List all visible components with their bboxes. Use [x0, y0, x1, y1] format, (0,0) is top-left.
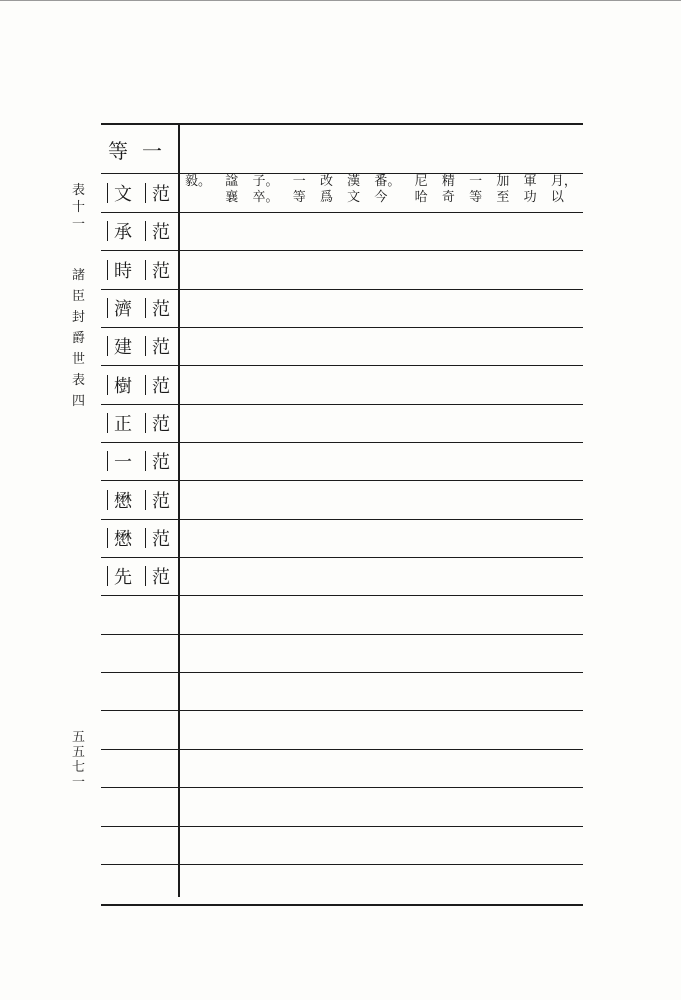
- given-name: 濟: [104, 295, 142, 321]
- note-column: 漢 文: [347, 174, 361, 205]
- given-name: 時: [104, 257, 142, 283]
- table-row: [104, 442, 180, 480]
- page-top-edge: [0, 0, 681, 1]
- margin-char: 表: [72, 373, 86, 388]
- row-rule: [101, 787, 583, 788]
- note-column: 尼 哈: [414, 174, 428, 205]
- note-column: 諡 襄: [225, 174, 239, 205]
- header-col-b: 一: [142, 138, 176, 163]
- table-row: [104, 481, 180, 519]
- page-number-char: 五: [72, 730, 86, 745]
- margin-char: 爵: [72, 331, 86, 346]
- margin-char: 十: [72, 200, 86, 215]
- table-row: [104, 251, 180, 289]
- note-column: 加 至: [496, 174, 510, 205]
- surname: 范: [142, 525, 180, 551]
- margin-char: 世: [72, 352, 86, 367]
- table-row: [104, 404, 180, 442]
- given-name: 先: [104, 563, 142, 589]
- row-rule: [101, 826, 583, 827]
- table-bottom-rule: [101, 904, 583, 906]
- table-row: [104, 366, 180, 404]
- given-name: 正: [104, 410, 142, 436]
- given-name: 懋: [104, 487, 142, 513]
- row-rule: [101, 864, 583, 865]
- table-row: [104, 557, 180, 595]
- row-rule: [101, 595, 583, 596]
- margin-char: 諸: [72, 268, 86, 283]
- margin-table-label: [72, 182, 85, 233]
- surname: 范: [142, 295, 180, 321]
- surname: 范: [142, 372, 180, 398]
- table-header: [104, 125, 180, 173]
- given-name: 懋: [104, 525, 142, 551]
- note-column: 軍 功: [523, 174, 537, 205]
- margin-char: 臣: [72, 289, 86, 304]
- table-row: [104, 519, 180, 557]
- surname: 范: [142, 448, 180, 474]
- note-column: 一 等: [292, 174, 306, 205]
- given-name: 一: [104, 448, 142, 474]
- margin-char: 表: [72, 183, 86, 198]
- note-column: 精 奇: [441, 174, 455, 205]
- margin-char: 四: [72, 394, 86, 409]
- surname: 范: [142, 218, 180, 244]
- note-column: 月， 以: [550, 174, 577, 205]
- given-name: 樹: [104, 372, 142, 398]
- page-number-char: 七: [72, 760, 86, 775]
- surname: 范: [142, 333, 180, 359]
- row-annotation: [181, 174, 581, 212]
- row-rule: [101, 634, 583, 635]
- margin-char: 封: [72, 310, 86, 325]
- note-column: 改 爲: [319, 174, 333, 205]
- surname: 范: [142, 487, 180, 513]
- surname: 范: [142, 410, 180, 436]
- note-column: 子。 卒。: [252, 174, 279, 205]
- note-column: 一 等: [469, 174, 483, 205]
- table-row: [104, 174, 180, 212]
- given-name: 承: [104, 218, 142, 244]
- header-col-a: 等: [108, 138, 142, 163]
- page-number-char: 一: [72, 775, 86, 790]
- page-number-char: 五: [72, 745, 86, 760]
- margin-table-title: [72, 265, 85, 412]
- row-rule: [101, 672, 583, 673]
- surname: 范: [142, 257, 180, 283]
- given-name: 文: [104, 180, 142, 206]
- given-name: 建: [104, 333, 142, 359]
- surname: 范: [142, 180, 180, 206]
- note-column: 毅。: [185, 174, 212, 189]
- table-row: [104, 289, 180, 327]
- note-column: 番。 今: [374, 174, 401, 205]
- margin-char: 一: [72, 217, 86, 232]
- row-rule: [101, 749, 583, 750]
- table-row: [104, 327, 180, 365]
- surname: 范: [142, 563, 180, 589]
- row-rule: [101, 710, 583, 711]
- table-row: [104, 212, 180, 250]
- margin-page-number: [72, 730, 85, 790]
